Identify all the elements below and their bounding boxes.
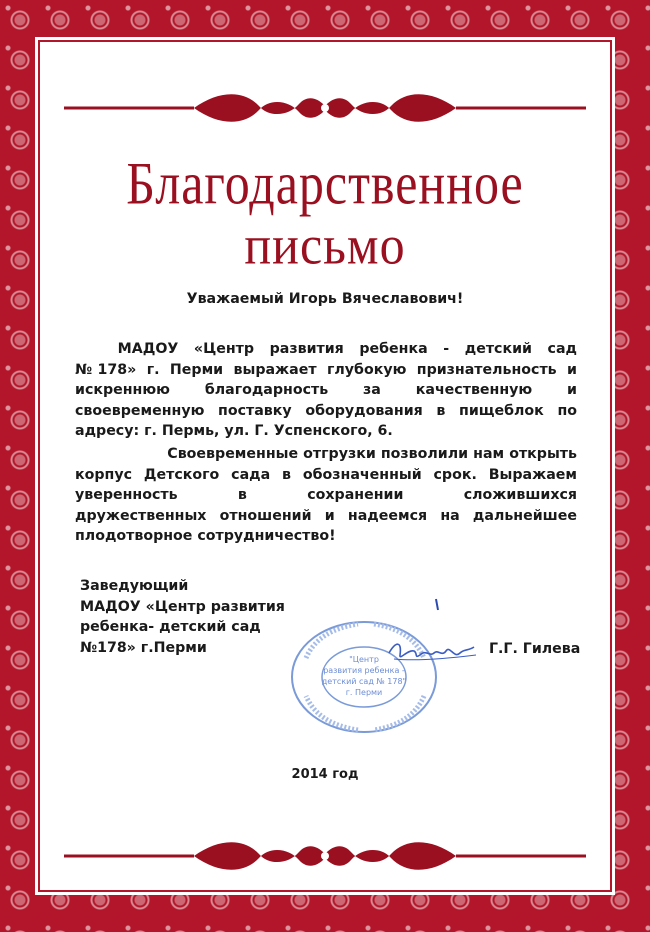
top-ornament (44, 88, 606, 128)
stamp-text-line: детский сад № 178" (321, 677, 407, 686)
paragraph-1-line: №178» г. Перми выражает глубокую признательность и (75, 361, 577, 378)
paragraph-1-line: МАДОУ «Центр развития ребенка - детский сад (117, 341, 577, 357)
signature-position-line: №178» г.Перми (80, 639, 207, 656)
paragraph-1 (75, 339, 577, 442)
paragraph-2 (75, 444, 577, 547)
signer-name: Г.Г. Гилева (489, 641, 581, 657)
paragraph-1-line: адресу: г. Пермь, ул. Г. Успенского, 6. (75, 423, 393, 439)
signature-position-line: ребенка- детский сад (80, 619, 261, 635)
bottom-ornament (44, 836, 606, 876)
paragraph-1-line: своевременную поставку оборудования в пищеблок по (75, 402, 577, 419)
signature-position-line: Заведующий (80, 578, 189, 594)
paragraph-2-line: Своевременные отгрузки позволили нам открыть (167, 446, 577, 462)
paragraph-2-line: уверенность в сохранении сложившихся (75, 487, 577, 503)
title-line-1: Благодарственное (126, 149, 524, 217)
ink-mark (434, 598, 442, 612)
paragraph-1-line: искреннюю благодарность за качественную и (75, 382, 577, 398)
paragraph-2-line: корпус Детского сада в обозначенный срок. Выражаем (75, 466, 577, 483)
stamp-text-line: "Центр (349, 655, 379, 664)
paragraph-2-line: плодотворное сотрудничество! (75, 528, 336, 544)
handwritten-signature (384, 631, 484, 671)
paragraph-2-line: дружественных отношений и надеемся на дальнейшее (75, 507, 577, 524)
signature-position-line: МАДОУ «Центр развития (80, 598, 285, 615)
title-line-2: письмо (244, 214, 406, 276)
letter-body (44, 46, 606, 886)
stamp-text-line: развития ребенка - (323, 666, 405, 675)
stamp-text-line: г. Перми (345, 688, 383, 697)
greeting: Уважаемый Игорь Вячеславович! (186, 291, 464, 307)
year: 2014 год (291, 767, 359, 782)
